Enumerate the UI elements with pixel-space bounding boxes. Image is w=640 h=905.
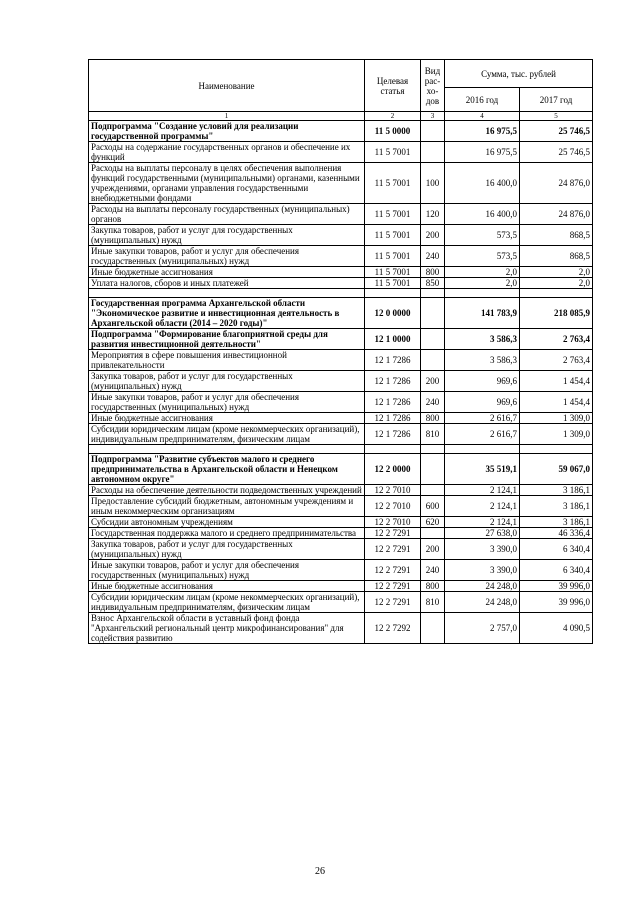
cell-amount-2016: 27 638,0 [445,528,520,539]
cell-amount-2016: 3 586,3 [445,329,520,350]
cell-amount-2017: 3 186,1 [520,496,593,517]
header-year-2017: 2017 год [520,88,593,112]
cell-amount-2017: 6 340,4 [520,560,593,581]
cell-expense-type: 200 [421,539,445,560]
cell-amount-2017: 6 340,4 [520,539,593,560]
cell-expense-type: 120 [421,204,445,225]
table-row [89,298,593,329]
cell-amount-2017: 46 336,4 [520,528,593,539]
header-code: Целевая статья [365,60,421,112]
cell-target-article: 11 5 7001 [365,278,421,289]
table-row [89,267,593,278]
cell-expense-type [421,485,445,496]
table-row [89,392,593,413]
column-number: 5 [520,112,593,121]
cell-amount-2016: 16 400,0 [445,163,520,204]
cell-target-article: 12 2 7292 [365,613,421,644]
column-number: 2 [365,112,421,121]
cell-amount-2016: 573,5 [445,246,520,267]
cell-name: Иные закупки товаров, работ и услуг для обеспечения государственных (муниципальных) нужд [89,392,365,413]
cell-target-article: 11 5 0000 [365,121,421,142]
table-row [89,613,593,644]
cell-target-article: 12 1 7286 [365,371,421,392]
column-numbers-row [89,112,593,121]
cell-name: Мероприятия в сфере повышения инвестиционной привлекательности [89,350,365,371]
cell-expense-type [421,298,445,329]
cell-amount-2017: 39 996,0 [520,592,593,613]
cell-name: Расходы на выплаты персоналу государственных (муниципальных) органов [89,204,365,225]
cell-expense-type: 200 [421,371,445,392]
cell-name: Иные бюджетные ассигнования [89,413,365,424]
cell-amount-2016: 2 616,7 [445,413,520,424]
table-row [89,424,593,445]
cell-name: Взнос Архангельской области в уставный фонд фонда "Архангельский региональный центр микрофинансирования" для содействия развитию [89,613,365,644]
cell-target-article: 12 1 7286 [365,413,421,424]
cell-amount-2016: 573,5 [445,225,520,246]
cell-amount-2016: 2 124,1 [445,517,520,528]
cell-expense-type: 800 [421,581,445,592]
cell-target-article: 11 5 7001 [365,225,421,246]
table-row [89,121,593,142]
cell-name: Предоставление субсидий бюджетным, автономным учреждениям и иным некоммерческим организациям [89,496,365,517]
cell-expense-type: 240 [421,560,445,581]
table-row [89,454,593,485]
cell-target-article: 11 5 7001 [365,246,421,267]
cell-name: Государственная программа Архангельской области "Экономическое развитие и инвестиционная деятельность в Архангельской области (2014 – 2020 годы)" [89,298,365,329]
table-row [89,496,593,517]
cell-expense-type [421,613,445,644]
cell-amount-2017: 2 763,4 [520,350,593,371]
table-row [89,528,593,539]
cell-amount-2016: 2 124,1 [445,485,520,496]
cell-amount-2016: 24 248,0 [445,592,520,613]
cell-name: Расходы на выплаты персоналу в целях обеспечения выполнения функций государственными (муниципальными) органами, казенными учреждениями, органами управления государственными внебюджетными фондами [89,163,365,204]
cell-expense-type [421,454,445,485]
table-row [89,371,593,392]
cell-expense-type: 850 [421,278,445,289]
cell-amount-2017: 25 746,5 [520,142,593,163]
column-number: 1 [89,112,365,121]
cell-target-article: 11 5 7001 [365,204,421,225]
spacer-cell [520,445,593,454]
cell-expense-type [421,528,445,539]
cell-amount-2017: 868,5 [520,225,593,246]
cell-amount-2017: 3 186,1 [520,517,593,528]
cell-name: Иные бюджетные ассигнования [89,581,365,592]
cell-name: Подпрограмма "Формирование благоприятной среды для развития инвестиционной деятельности" [89,329,365,350]
table-header [89,60,593,121]
cell-target-article: 12 0 0000 [365,298,421,329]
cell-amount-2016: 3 390,0 [445,560,520,581]
cell-name: Уплата налогов, сборов и иных платежей [89,278,365,289]
table-row [89,485,593,496]
cell-amount-2017: 2 763,4 [520,329,593,350]
cell-target-article: 12 2 7291 [365,560,421,581]
table-row [89,592,593,613]
table-row [89,163,593,204]
cell-amount-2017: 2,0 [520,278,593,289]
table-row [89,517,593,528]
cell-amount-2017: 59 067,0 [520,454,593,485]
cell-amount-2017: 24 876,0 [520,163,593,204]
cell-target-article: 12 2 7291 [365,592,421,613]
table-row [89,142,593,163]
spacer-row [89,289,593,298]
table-row [89,246,593,267]
cell-name: Иные закупки товаров, работ и услуг для обеспечения государственных (муниципальных) нужд [89,246,365,267]
cell-name: Подпрограмма "Развитие субъектов малого и среднего предпринимательства в Архангельской области и Ненецком автономном округе" [89,454,365,485]
header-year-2016: 2016 год [445,88,520,112]
budget-table [88,59,593,644]
cell-target-article: 12 2 7010 [365,517,421,528]
column-number: 3 [421,112,445,121]
spacer-row [89,445,593,454]
spacer-cell [445,445,520,454]
cell-name: Иные бюджетные ассигнования [89,267,365,278]
cell-expense-type: 620 [421,517,445,528]
cell-amount-2016: 16 400,0 [445,204,520,225]
cell-expense-type: 240 [421,392,445,413]
cell-amount-2016: 141 783,9 [445,298,520,329]
cell-target-article: 12 1 7286 [365,350,421,371]
cell-amount-2016: 3 390,0 [445,539,520,560]
cell-target-article: 12 2 7010 [365,496,421,517]
cell-amount-2017: 1 454,4 [520,371,593,392]
cell-name: Закупка товаров, работ и услуг для государственных (муниципальных) нужд [89,539,365,560]
cell-name: Подпрограмма "Создание условий для реализации государственной программы" [89,121,365,142]
cell-target-article: 11 5 7001 [365,267,421,278]
cell-amount-2016: 2 616,7 [445,424,520,445]
spacer-cell [421,445,445,454]
cell-amount-2016: 969,6 [445,392,520,413]
cell-amount-2016: 2 757,0 [445,613,520,644]
cell-amount-2017: 218 085,9 [520,298,593,329]
cell-expense-type: 800 [421,267,445,278]
cell-amount-2017: 4 090,5 [520,613,593,644]
cell-name: Расходы на содержание государственных органов и обеспечение их функций [89,142,365,163]
cell-target-article: 12 2 7291 [365,528,421,539]
table-row [89,225,593,246]
cell-name: Закупка товаров, работ и услуг для государственных (муниципальных) нужд [89,225,365,246]
cell-amount-2017: 3 186,1 [520,485,593,496]
cell-amount-2016: 969,6 [445,371,520,392]
cell-name: Субсидии юридическим лицам (кроме некоммерческих организаций), индивидуальным предпринимателям, физическим лицам [89,592,365,613]
table-row [89,539,593,560]
page-number: 26 [315,866,325,877]
cell-amount-2016: 16 975,5 [445,121,520,142]
cell-target-article: 12 1 0000 [365,329,421,350]
spacer-cell [89,289,365,298]
cell-amount-2017: 1 454,4 [520,392,593,413]
cell-name: Закупка товаров, работ и услуг для государственных (муниципальных) нужд [89,371,365,392]
cell-target-article: 11 5 7001 [365,163,421,204]
cell-name: Расходы на обеспечение деятельности подведомственных учреждений [89,485,365,496]
cell-amount-2017: 25 746,5 [520,121,593,142]
spacer-cell [445,289,520,298]
cell-target-article: 12 2 7291 [365,539,421,560]
cell-target-article: 12 1 7286 [365,392,421,413]
table-row [89,560,593,581]
cell-expense-type: 600 [421,496,445,517]
cell-target-article: 12 1 7286 [365,424,421,445]
cell-amount-2017: 1 309,0 [520,424,593,445]
spacer-cell [520,289,593,298]
cell-amount-2016: 16 975,5 [445,142,520,163]
cell-expense-type: 200 [421,225,445,246]
spacer-cell [89,445,365,454]
cell-target-article: 12 2 0000 [365,454,421,485]
cell-name: Иные закупки товаров, работ и услуг для обеспечения государственных (муниципальных) нужд [89,560,365,581]
column-number: 4 [445,112,520,121]
table-row [89,204,593,225]
cell-expense-type [421,142,445,163]
cell-expense-type: 810 [421,592,445,613]
cell-target-article: 12 2 7010 [365,485,421,496]
cell-target-article: 12 2 7291 [365,581,421,592]
cell-expense-type [421,329,445,350]
header-name: Наименование [89,60,365,112]
spacer-cell [421,289,445,298]
cell-expense-type: 810 [421,424,445,445]
cell-amount-2017: 868,5 [520,246,593,267]
cell-expense-type: 800 [421,413,445,424]
cell-name: Государственная поддержка малого и среднего предпринимательства [89,528,365,539]
cell-expense-type: 240 [421,246,445,267]
table-body [89,121,593,644]
cell-amount-2017: 2,0 [520,267,593,278]
cell-name: Субсидии автономным учреждениям [89,517,365,528]
spacer-cell [365,289,421,298]
table-row [89,350,593,371]
spacer-cell [365,445,421,454]
header-type: Вид рас-хо-дов [421,60,445,112]
cell-amount-2016: 35 519,1 [445,454,520,485]
cell-expense-type [421,121,445,142]
cell-expense-type: 100 [421,163,445,204]
table-row [89,413,593,424]
table-row [89,329,593,350]
cell-name: Субсидии юридическим лицам (кроме некоммерческих организаций), индивидуальным предпринимателям, физическим лицам [89,424,365,445]
cell-amount-2016: 2 124,1 [445,496,520,517]
cell-amount-2017: 1 309,0 [520,413,593,424]
cell-target-article: 11 5 7001 [365,142,421,163]
cell-amount-2016: 24 248,0 [445,581,520,592]
cell-amount-2016: 2,0 [445,267,520,278]
table-row [89,278,593,289]
table-row [89,581,593,592]
cell-amount-2016: 2,0 [445,278,520,289]
header-sum: Сумма, тыс. рублей [445,60,593,88]
cell-amount-2017: 24 876,0 [520,204,593,225]
cell-amount-2017: 39 996,0 [520,581,593,592]
cell-expense-type [421,350,445,371]
cell-amount-2016: 3 586,3 [445,350,520,371]
